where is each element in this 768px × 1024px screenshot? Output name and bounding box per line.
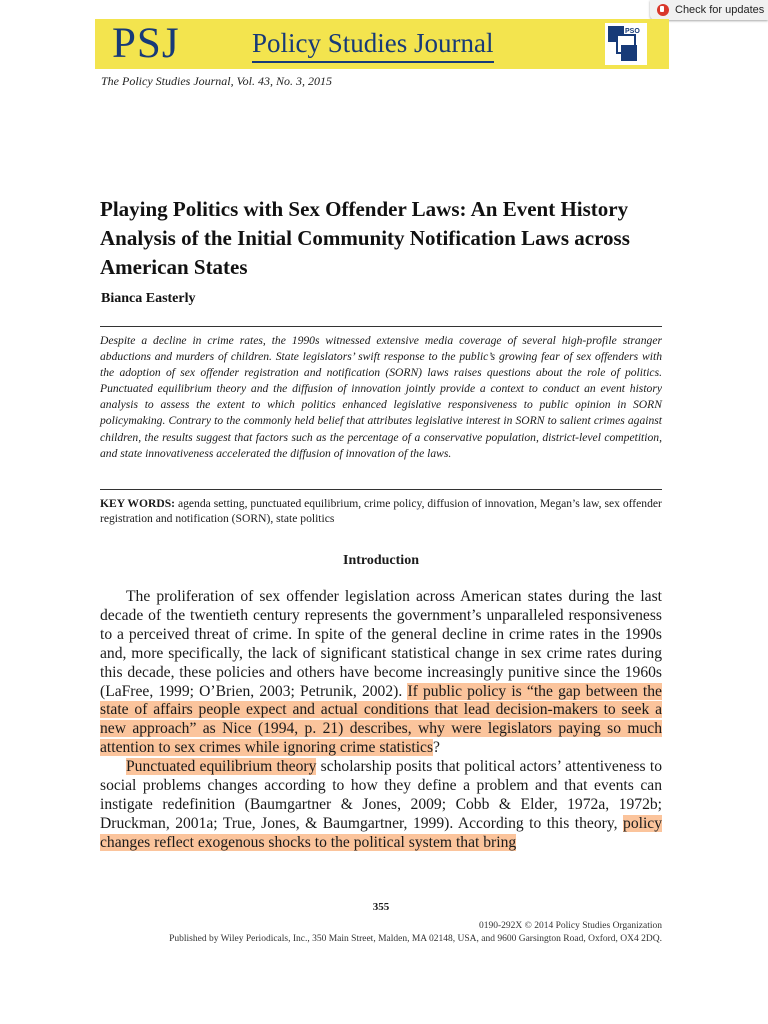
journal-banner xyxy=(95,19,669,69)
paragraph-1 xyxy=(100,588,662,758)
keywords-list: agenda setting, punctuated equilibrium, crime policy, diffusion of innovation, Megan’s law, sex offender registration and notification (SORN), state politics xyxy=(100,497,662,525)
highlight-3[interactable]: policy changes reflect exogenous shocks to the political system that bring xyxy=(100,814,662,851)
check-for-updates-button[interactable] xyxy=(650,0,768,20)
journal-name: Policy Studies Journal xyxy=(252,26,494,63)
crossmark-icon xyxy=(657,4,669,16)
abstract: Despite a decline in crime rates, the 1990s witnessed extensive media coverage of several high-profile stranger abductions and murders of children. State legislators’ swift response to the public’s growing fear of sex offenders with the adoption of sex offender registration and notification (SORN) laws raises questions about the role of politics. Punctuated equilibrium theory and the diffusion of innovation jointly provide a context to conduct an event history analysis to assess the extent to which politics enhanced legislative responsiveness to public opinion in SORN policymaking. Contrary to the commonly held belief that attributes legislative interest in SORN to salient crimes against children, the results suggest that factors such as the percentage of a conservative population, district-level competition, and state innovativeness accelerated the diffusion of innovation of the laws. xyxy=(100,334,662,460)
section-heading-introduction: Introduction xyxy=(343,553,419,568)
paragraph-1-text: The proliferation of sex offender legislation across American states during the last decade of the twentieth century represents the government’s unparalleled responsiveness to a perceived threat of crime. In spite of the general decline in crime rates in the 1990s and, more specifically, the lack of significant statistical change in sex crime rates during this decade, these policies and others have become increasingly punitive since the 1960s (LaFree, 1999; O’Brien, 2003; Petrunik, 2002). xyxy=(100,588,662,700)
article-title: Playing Politics with Sex Offender Laws: An Event History Analysis of the Initial Community Notification Laws across American States xyxy=(100,197,630,279)
paragraph-2 xyxy=(100,758,662,853)
keywords-label: KEY WORDS: xyxy=(100,497,176,510)
paragraph-1-end: ? xyxy=(433,739,440,757)
paragraph-2-text: scholarship posits that political actors’ attentiveness to social problems changes according to how they define a problem and that events can instigate redefinition (Baumgartner & Jones, 2009; Cobb & Elder, 1972a, 1972b; Druckman, 2001a; True, Jones, & Baumgartner, 1999). According to this theory, xyxy=(100,758,662,832)
pso-logo-icon xyxy=(605,23,647,65)
article-author: Bianca Easterly xyxy=(101,291,196,306)
journal-citation: The Policy Studies Journal, Vol. 43, No. 3, 2015 xyxy=(101,74,332,88)
page-number: 355 xyxy=(372,901,390,913)
pso-mark-text: PSO xyxy=(625,28,640,35)
article-body xyxy=(100,588,662,853)
highlight-1[interactable]: If public policy is “the gap between the state of affairs people expect and actual conditions that lead decision-makers to seek a new approach” as Nice (1994, p. 21) describes, why were legislators paying so much attention to sex crimes while ignoring crime statistics xyxy=(100,682,662,757)
check-for-updates-label: Check for updates xyxy=(675,4,765,16)
footer-copyright: 0190-292X © 2014 Policy Studies Organization xyxy=(478,921,662,931)
highlight-2[interactable]: Punctuated equilibrium theory xyxy=(126,758,317,776)
journal-logo: PSJ xyxy=(112,20,180,67)
keywords xyxy=(100,496,662,526)
footer-publisher: Published by Wiley Periodicals, Inc., 350 Main Street, Malden, MA 02148, USA, and 9600 Garsington Road, Oxford, OX4 2DQ. xyxy=(169,934,662,944)
